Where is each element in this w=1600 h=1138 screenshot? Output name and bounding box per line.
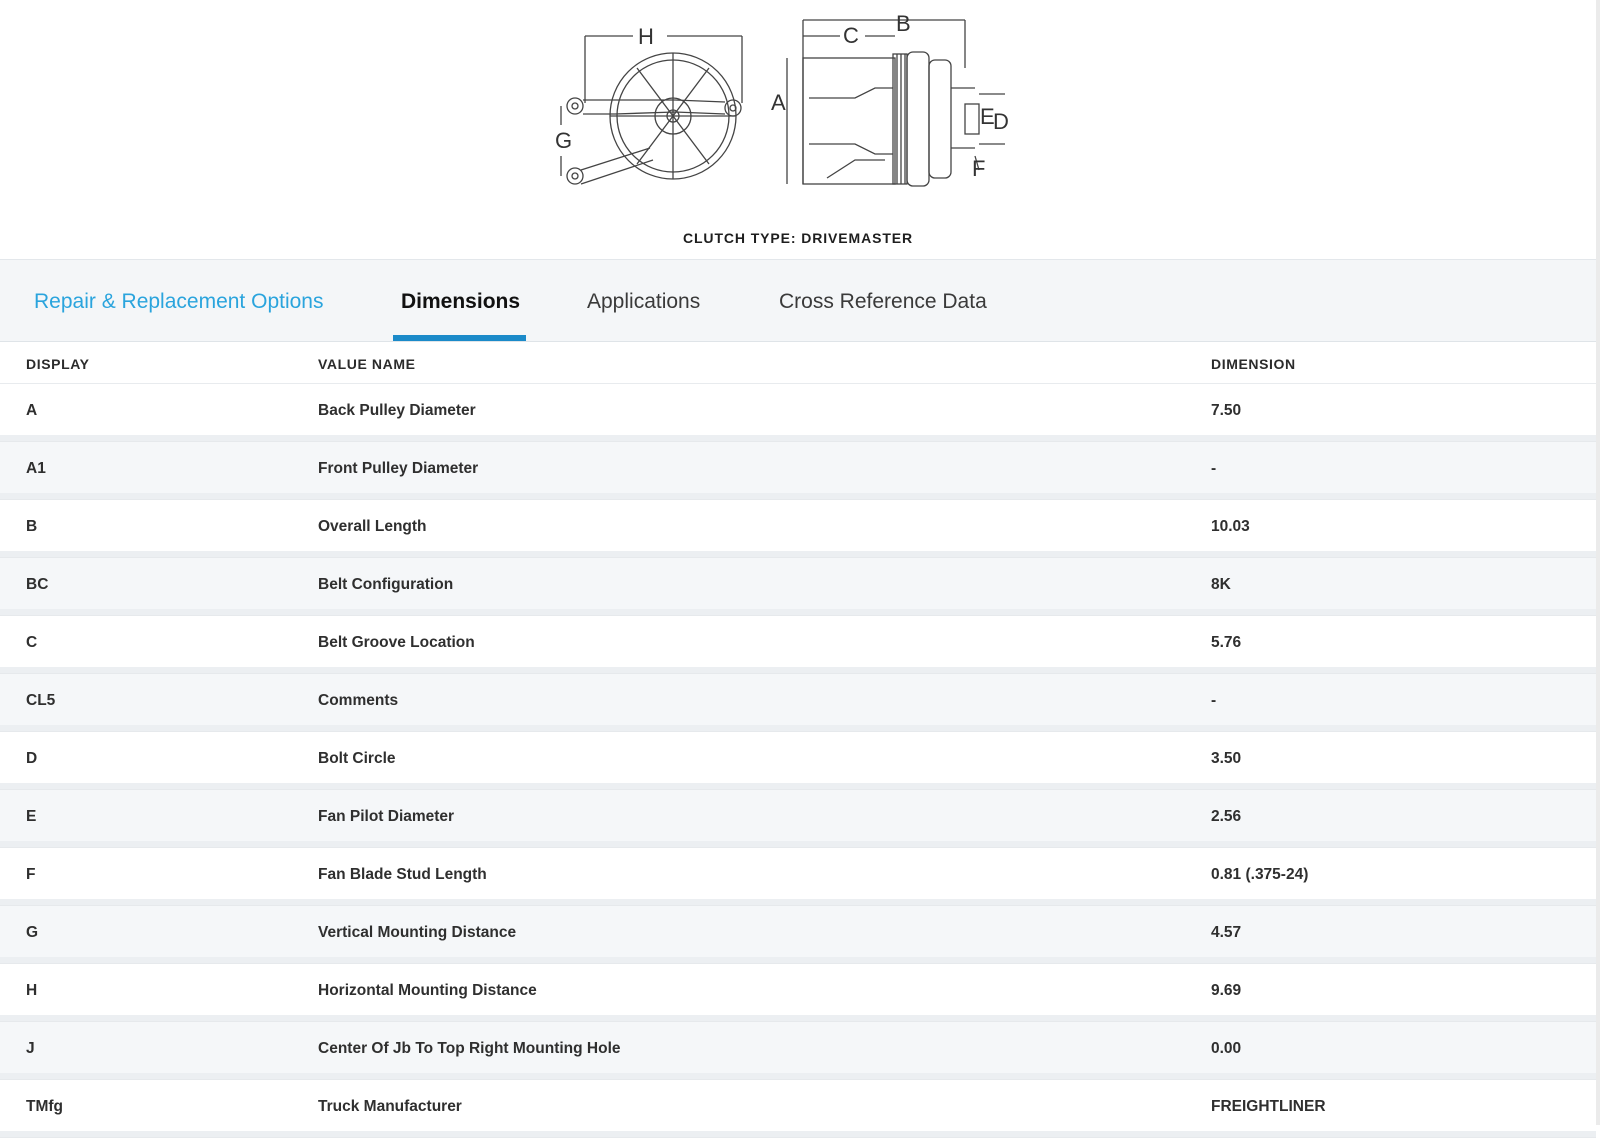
table-row — [0, 558, 1596, 616]
tab-cross-reference-data[interactable]: Cross Reference Data — [779, 290, 987, 313]
tab-dimensions[interactable]: Dimensions — [401, 290, 521, 313]
cell-display: A1 — [26, 460, 46, 477]
cell-dimension: 0.81 (.375-24) — [1211, 866, 1309, 883]
cell-value-name: Front Pulley Diameter — [318, 460, 479, 477]
table-row — [0, 906, 1596, 964]
cell-dimension: 9.69 — [1211, 982, 1242, 999]
cell-value-name: Back Pulley Diameter — [318, 402, 476, 419]
diagram-label-b: B — [896, 11, 911, 36]
cell-display: A — [26, 402, 38, 419]
diagram-label-e: E — [980, 104, 995, 129]
cell-display: E — [26, 808, 37, 825]
column-header-display: DISPLAY — [26, 356, 90, 372]
cell-value-name: Overall Length — [318, 518, 427, 535]
cell-display: G — [26, 924, 39, 941]
diagram-label-f: F — [972, 156, 986, 181]
column-header-dimension: DIMENSION — [1211, 356, 1296, 372]
table-row — [0, 1022, 1596, 1080]
diagram-label-h: H — [638, 24, 654, 49]
page-right-border — [1596, 0, 1600, 1125]
cell-display: F — [26, 866, 36, 883]
cell-value-name: Truck Manufacturer — [318, 1098, 462, 1115]
cell-value-name: Belt Configuration — [318, 576, 454, 593]
cell-dimension: 4.57 — [1211, 924, 1242, 941]
cell-value-name: Fan Pilot Diameter — [318, 808, 455, 825]
diagram-label-a: A — [771, 90, 786, 115]
tab-repair-replacement-options[interactable]: Repair & Replacement Options — [34, 290, 324, 313]
cell-dimension: 5.76 — [1211, 634, 1242, 651]
product-drawing-area — [0, 0, 1596, 259]
tab-applications[interactable]: Applications — [587, 290, 701, 313]
cell-dimension: 0.00 — [1211, 1040, 1242, 1057]
clutch-type-caption: CLUTCH TYPE: DRIVEMASTER — [682, 230, 914, 246]
cell-value-name: Belt Groove Location — [318, 634, 475, 651]
cell-display: TMfg — [26, 1098, 64, 1115]
table-header — [0, 341, 1596, 384]
clutch-diagram — [555, 8, 1035, 200]
diagram-label-g: G — [555, 128, 573, 153]
cell-dimension: FREIGHTLINER — [1211, 1098, 1326, 1115]
table-row — [0, 964, 1596, 1022]
table-row — [0, 616, 1596, 674]
cell-display: H — [26, 982, 38, 999]
table-row — [0, 790, 1596, 848]
table-body — [0, 384, 1596, 1138]
table-row — [0, 384, 1596, 442]
cell-value-name: Horizontal Mounting Distance — [318, 982, 537, 999]
cell-dimension: 8K — [1211, 576, 1231, 593]
cell-value-name: Center Of Jb To Top Right Mounting Hole — [318, 1040, 621, 1057]
table-row — [0, 1080, 1596, 1138]
diagram-label-c: C — [843, 23, 859, 48]
cell-display: J — [26, 1040, 35, 1057]
cell-dimension: - — [1211, 692, 1217, 709]
cell-display: D — [26, 750, 38, 767]
cell-dimension: 2.56 — [1211, 808, 1242, 825]
cell-dimension: 7.50 — [1211, 402, 1242, 419]
cell-value-name: Bolt Circle — [318, 750, 396, 767]
table-row — [0, 732, 1596, 790]
table-row — [0, 674, 1596, 732]
tab-bar — [0, 259, 1596, 342]
cell-display: B — [26, 518, 38, 535]
cell-value-name: Comments — [318, 692, 399, 709]
cell-display: CL5 — [26, 692, 56, 709]
cell-dimension: 3.50 — [1211, 750, 1242, 767]
column-header-value-name: VALUE NAME — [318, 356, 416, 372]
table-row — [0, 500, 1596, 558]
cell-dimension: - — [1211, 460, 1217, 477]
cell-display: C — [26, 634, 38, 651]
cell-dimension: 10.03 — [1211, 518, 1250, 535]
clutch-dimension-drawing — [555, 8, 1035, 200]
dimensions-table — [0, 341, 1596, 1138]
table-row — [0, 442, 1596, 500]
cell-value-name: Fan Blade Stud Length — [318, 866, 487, 883]
cell-value-name: Vertical Mounting Distance — [318, 924, 517, 941]
diagram-label-d: D — [993, 109, 1009, 134]
cell-display: BC — [26, 576, 49, 593]
table-row — [0, 848, 1596, 906]
